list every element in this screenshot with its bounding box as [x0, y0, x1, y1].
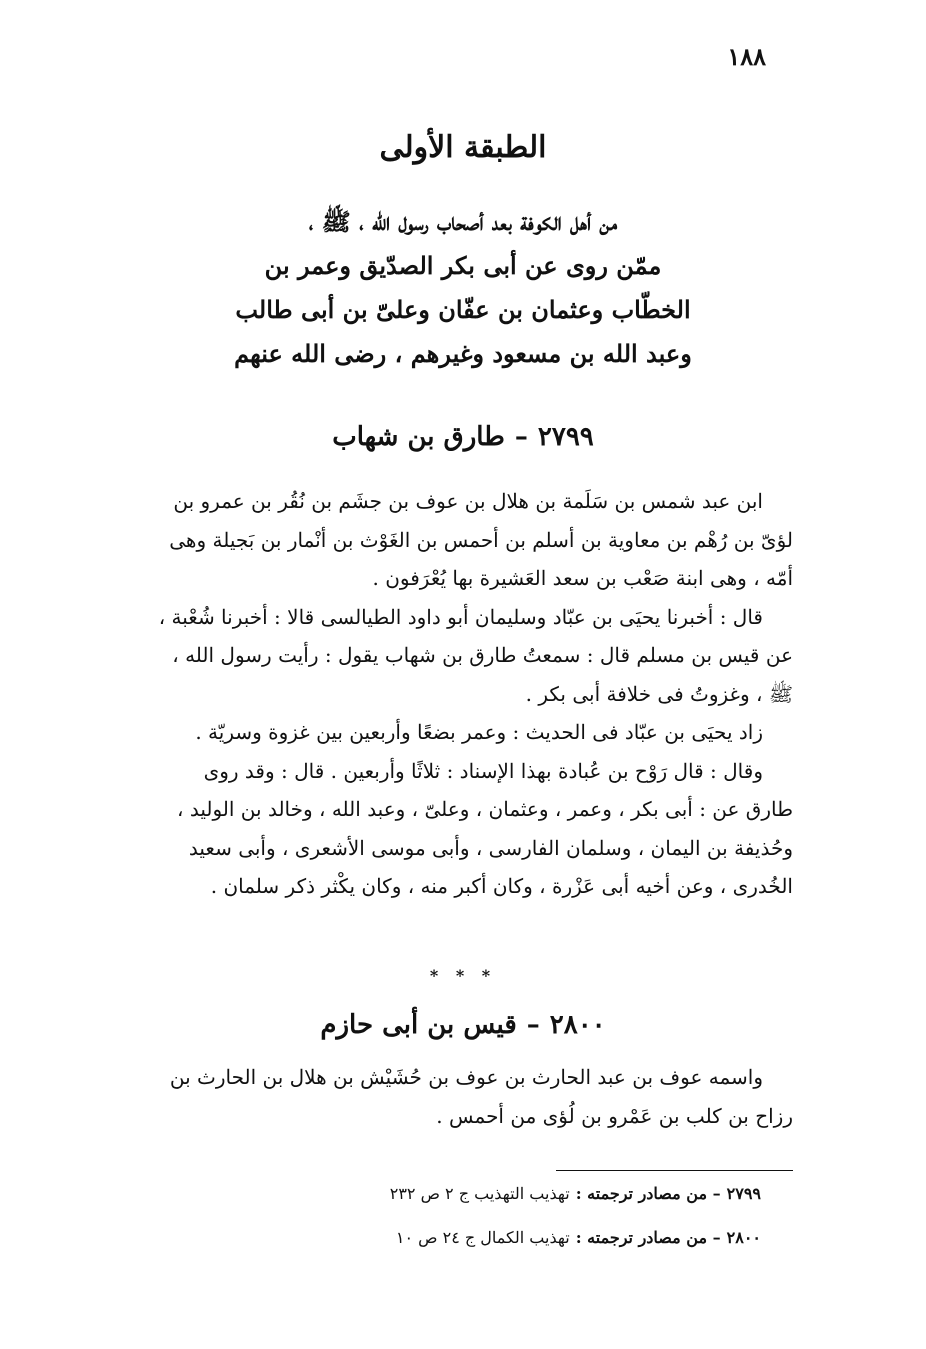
- entry-name: قيس بن أبى حازم: [320, 1010, 517, 1040]
- entry-heading-2800: [0, 1010, 926, 1040]
- entry-number: ٢٧٩٩: [537, 422, 594, 452]
- text-line: قال : أخبرنا يحيَى بن عبّاد وسليمان أبو داود الطيالسى قالا : أخبرنا شُعْبة ،: [158, 604, 763, 629]
- text-line: واسمه عوف بن عبد الحارث بن عوف بن حُشَيْش بن هلال بن الحارث بن: [169, 1065, 763, 1089]
- section-title: الطبقة الأولى: [379, 130, 547, 165]
- footnote-text: تهذيب الكمال ج ٢٤ ص ١٠: [395, 1228, 570, 1247]
- footnote-label: – من مصادر ترجمته :: [575, 1184, 721, 1203]
- footnote-2799: [390, 1184, 761, 1203]
- text-line: أمّه ، وهى ابنة صَعْب بن سعد العَشيرة بها يُعْرَفون .: [372, 566, 793, 590]
- text-line: ابن عبد شمس بن سَلَمة بن هلال بن عوف بن جشَم بن نُقُر بن عمرو بن: [173, 489, 763, 513]
- subtitle-line: وعبد الله بن مسعود وغيرهم ، رضى الله عنهم: [234, 339, 692, 368]
- text-line: لؤىّ بن رُهْم بن معاوية بن أسلم بن أحمس بن الغَوْث بن أنْمار بن بَجيلة وهى: [169, 527, 793, 552]
- footnote-label: – من مصادر ترجمته :: [575, 1228, 721, 1247]
- footnote-text: تهذيب التهذيب ج ٢ ص ٢٣٢: [389, 1184, 570, 1203]
- entry-body-2800: [100, 1058, 793, 1135]
- text-line: زاد يحيَى بن عبّاد فى الحديث : وعمر بضعًا وأربعين بين غزوة وسريّة .: [195, 720, 763, 744]
- entry-dash: –: [526, 1010, 540, 1040]
- entry-number: ٢٨٠٠: [549, 1010, 606, 1040]
- text-line: وحُذيفة بن اليمان ، وسلمان الفارسى ، وأبى موسى الأشعرى ، وأبى سعيد: [188, 835, 793, 860]
- text-line: رزاح بن كلب بن عَمْرو بن لُؤى من أحمس .: [436, 1103, 793, 1128]
- entry-body-2799: [100, 482, 793, 906]
- text-line: ﷺ ، وغزوتُ فى خلافة أبى بكر .: [525, 681, 793, 706]
- text-line: الخُدرى ، وعن أخيه أبى عَزْرة ، وكان أكبر منه ، وكان يكْثر ذكر سلمان .: [210, 874, 793, 898]
- section-subtitle: [180, 200, 746, 376]
- section-separator: * * *: [429, 966, 497, 985]
- subtitle-line: من أهل الكوفة بعد أصحاب رسول الله ، ﷺ ،: [308, 207, 618, 236]
- entry-heading-2799: [0, 422, 926, 452]
- footnote-rule: [556, 1170, 793, 1171]
- text-line: وقال : قال رَوْح بن عُبادة بهذا الإسناد : ثلاثًا وأربعين . قال : وقد روى: [203, 758, 763, 783]
- footnote-number: ٢٨٠٠: [726, 1228, 761, 1247]
- page-number: ١٨٨: [727, 42, 766, 71]
- entry-dash: –: [514, 422, 528, 452]
- text-line: عن قيس بن مسلم قال : سمعتُ طارق بن شهاب يقول : رأيت رسول الله ،: [172, 643, 793, 667]
- entry-name: طارق بن شهاب: [332, 422, 505, 452]
- subtitle-line: ممّن روى عن أبى بكر الصدّيق وعمر بن: [264, 251, 662, 280]
- footnote-number: ٢٧٩٩: [726, 1184, 761, 1203]
- text-line: طارق عن : أبى بكر ، وعمر ، وعثمان ، وعلىّ ، وعبد الله ، وخالد بن الوليد ،: [177, 797, 793, 821]
- subtitle-line: الخطّاب وعثمان بن عفّان وعلىّ بن أبى طالب: [235, 295, 691, 324]
- footnote-2800: [396, 1228, 761, 1247]
